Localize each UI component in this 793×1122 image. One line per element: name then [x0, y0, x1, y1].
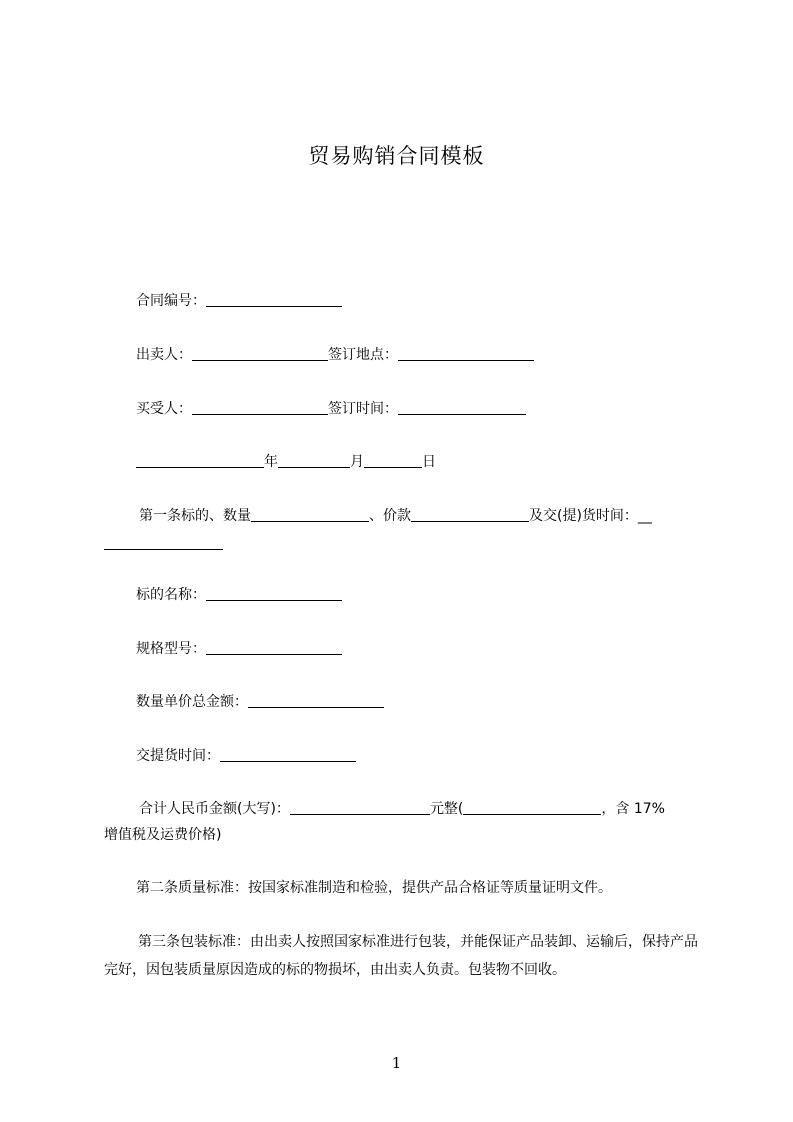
- delivery-blank[interactable]: [220, 747, 356, 762]
- date-line: [104, 449, 736, 475]
- buyer-label: 买受人：: [136, 401, 192, 417]
- delivery-label: 交提货时间：: [136, 748, 220, 764]
- article1-line: [104, 503, 739, 529]
- day-blank[interactable]: [364, 453, 422, 468]
- spec-line: [104, 636, 736, 662]
- sign-place-label: 签订地点：: [328, 347, 398, 363]
- article1-text-c: 及交(提)货时间：__: [529, 508, 652, 524]
- sign-place-blank[interactable]: [398, 346, 534, 361]
- total-amount-blank[interactable]: [290, 800, 430, 815]
- document-title: 贸易购销合同模板: [308, 144, 485, 168]
- qty-price-blank[interactable]: [248, 693, 384, 708]
- item-name-label: 标的名称：: [136, 587, 206, 603]
- quantity-blank[interactable]: [251, 507, 369, 522]
- article1-text-b: 、价款: [369, 508, 411, 524]
- article2-text: 第二条质量标准：按国家标准制造和检验，提供产品合格证等质量证明文件。: [136, 880, 612, 896]
- contract-number-line: [104, 288, 736, 314]
- article1-text-a: 第一条标的、数量: [139, 508, 251, 524]
- seller-label: 出卖人：: [136, 347, 192, 363]
- contract-number-blank[interactable]: [206, 292, 342, 307]
- seller-blank[interactable]: [192, 346, 328, 361]
- qty-price-label: 数量单价总金额：: [136, 694, 248, 710]
- spec-label: 规格型号：: [136, 641, 206, 657]
- article3-text: 第三条包装标准：由出卖人按照国家标准进行包装，并能保证产品装卸、运输后，保持产品完好，因包装质量原因造成的标的物损坏，由出卖人负责。包装物不回收。: [104, 934, 698, 978]
- item-name-blank[interactable]: [206, 586, 342, 601]
- spec-blank[interactable]: [206, 640, 342, 655]
- seller-line: [104, 342, 736, 368]
- price-blank[interactable]: [411, 507, 529, 522]
- item-name-line: [104, 582, 736, 608]
- year-label: 年: [264, 454, 278, 470]
- article1-continuation: [104, 531, 704, 557]
- page-number: 1: [391, 1054, 402, 1072]
- day-label: 日: [422, 454, 436, 470]
- total-line: [104, 796, 739, 822]
- delivery-time-blank[interactable]: [104, 535, 223, 550]
- contract-number-label: 合同编号：: [136, 293, 206, 309]
- total-line-2: 增值税及运费价格): [104, 827, 222, 843]
- total-yuan: 元整(: [429, 801, 464, 817]
- month-blank[interactable]: [278, 453, 350, 468]
- sign-time-label: 签订时间：: [328, 401, 398, 417]
- sign-time-blank[interactable]: [398, 400, 526, 415]
- total-label: 合计人民币金额(大写)：: [139, 801, 290, 817]
- year-blank[interactable]: [136, 453, 264, 468]
- qty-price-line: [104, 689, 736, 715]
- buyer-line: [104, 396, 736, 422]
- total-tax: ，含 17%: [601, 801, 665, 817]
- delivery-line: [104, 743, 736, 769]
- month-label: 月: [350, 454, 364, 470]
- total-number-blank[interactable]: [463, 800, 601, 815]
- buyer-blank[interactable]: [192, 400, 328, 415]
